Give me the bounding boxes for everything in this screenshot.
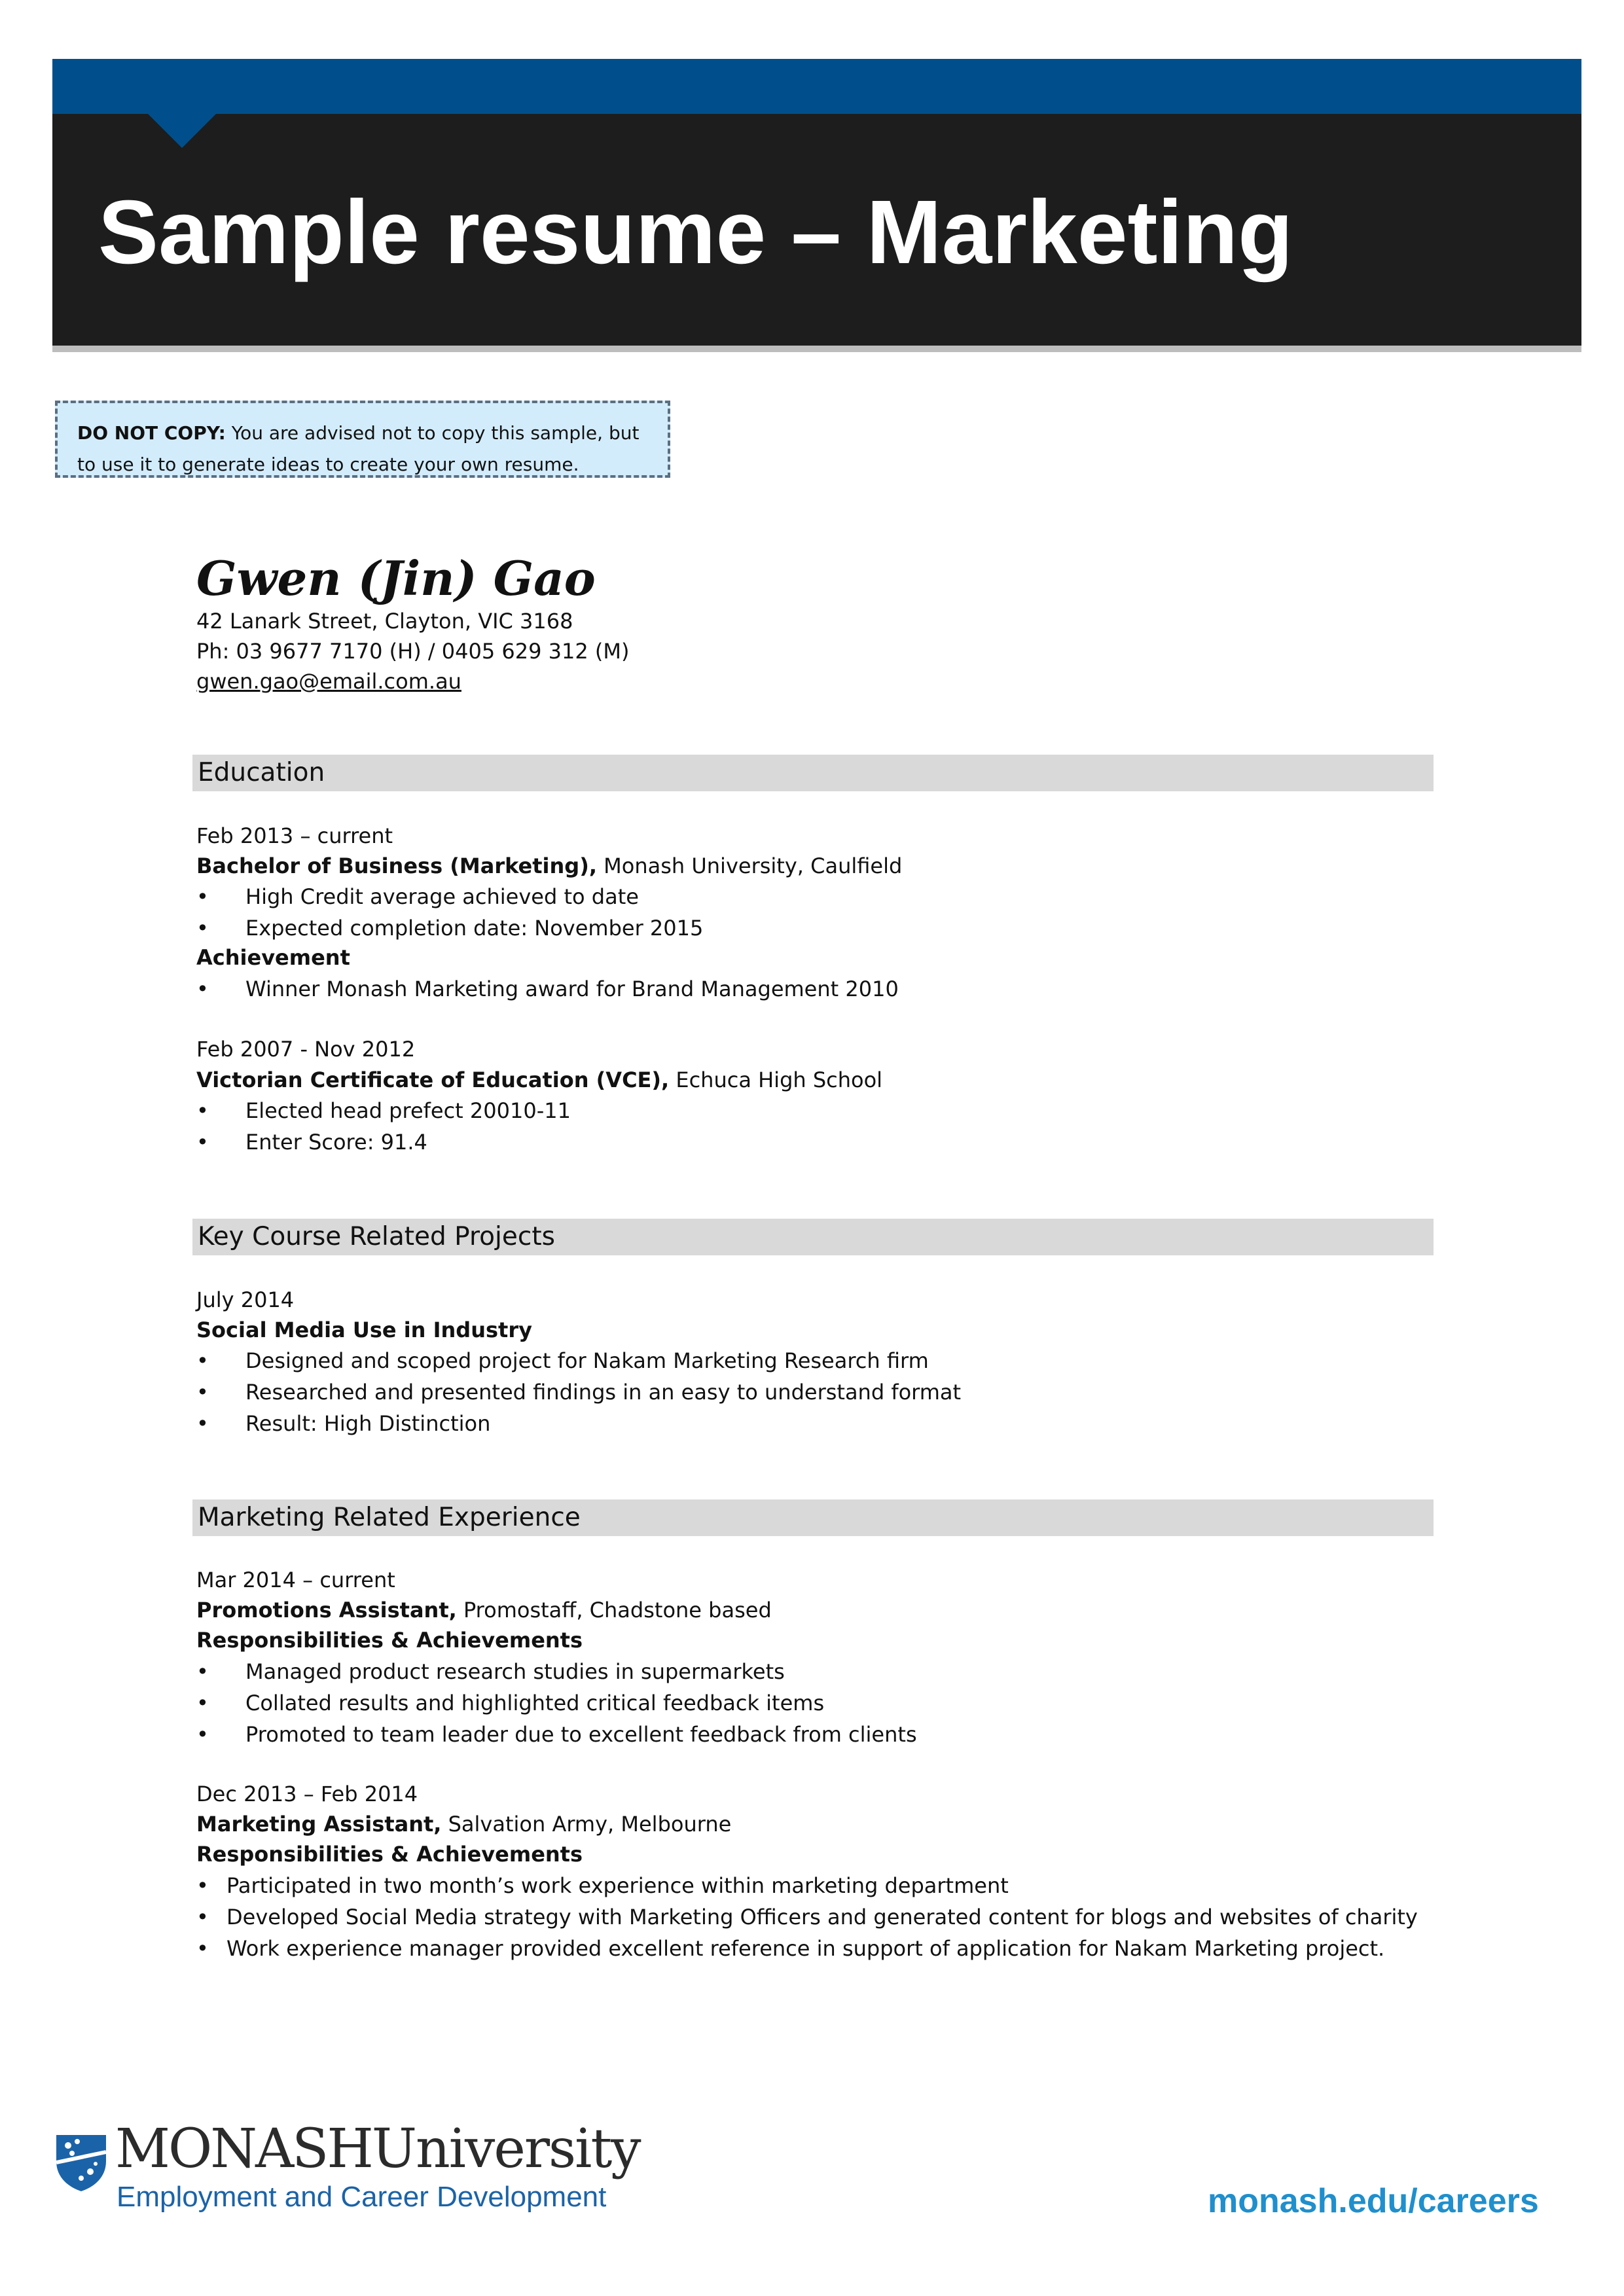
phone-line: Ph: 03 9677 7170 (H) / 0405 629 312 (M) (196, 639, 630, 664)
bullet-icon: • (196, 977, 209, 1001)
experience-1-title (196, 1595, 772, 1625)
experience-2-org: Salvation Army, Melbourne (441, 1812, 732, 1837)
experience-1-date: Mar 2014 – current (196, 1568, 395, 1592)
careers-website-link[interactable]: monash.edu/careers (1208, 2182, 1539, 2220)
education-1-date: Feb 2013 – current (196, 823, 393, 848)
notice-label: DO NOT COPY: (77, 422, 226, 444)
section-heading-education: Education (192, 755, 1434, 791)
banner-shadow (52, 346, 1581, 352)
banner-notch-icon (148, 114, 216, 148)
experience-1-org: Promostaff, Chadstone based (456, 1598, 772, 1623)
experience-2-subheading: Responsibilities & Achievements (196, 1842, 583, 1867)
bullet-icon: • (196, 1691, 209, 1715)
project-1-title: Social Media Use in Industry (196, 1318, 532, 1342)
experience-2-role: Marketing Assistant, (196, 1812, 442, 1837)
education-1-title (196, 851, 902, 881)
logo-subtitle: Employment and Career Development (117, 2181, 607, 2213)
bullet-icon: • (196, 1411, 209, 1436)
bullet-icon: • (196, 1659, 209, 1684)
bullet-icon: • (196, 1348, 209, 1373)
bullet-icon: • (196, 1380, 209, 1405)
notice-text: You are advised not to copy this sample, but to use it to generate ideas to create your own resume. (77, 422, 640, 475)
address-line: 42 Lanark Street, Clayton, VIC 3168 (196, 609, 573, 634)
email-link[interactable]: gwen.gao@email.com.au (196, 669, 461, 694)
do-not-copy-notice (55, 401, 670, 478)
education-1-subheading: Achievement (196, 945, 350, 970)
section-heading-projects: Key Course Related Projects (192, 1219, 1434, 1255)
bullet-icon: • (196, 1936, 209, 1961)
candidate-name: Gwen (Jin) Gao (196, 550, 596, 606)
header-blue-band (52, 59, 1581, 114)
education-2-qualification: Victorian Certificate of Education (VCE), (196, 1067, 670, 1092)
education-2-institution: Echuca High School (669, 1067, 883, 1092)
education-2-date: Feb 2007 - Nov 2012 (196, 1037, 416, 1062)
experience-2-date: Dec 2013 – Feb 2014 (196, 1782, 418, 1806)
bullet-icon: • (196, 884, 209, 909)
education-1-institution: Monash University, Caulfield (596, 853, 903, 878)
education-1-qualification: Bachelor of Business (Marketing), (196, 853, 597, 878)
project-1-date: July 2014 (196, 1287, 295, 1312)
bullet-icon: • (196, 1905, 209, 1929)
education-2-title (196, 1065, 882, 1095)
experience-1-subheading: Responsibilities & Achievements (196, 1628, 583, 1653)
email-line (196, 666, 461, 696)
bullet-icon: • (196, 1130, 209, 1155)
experience-2-title (196, 1809, 731, 1839)
bullet-icon: • (196, 1722, 209, 1747)
page-title: Sample resume – Marketing (98, 182, 1293, 283)
section-heading-experience: Marketing Related Experience (192, 1499, 1434, 1536)
bullet-icon: • (196, 916, 209, 941)
bullet-icon: • (196, 1873, 209, 1898)
monash-crest-icon (54, 2132, 109, 2193)
experience-1-role: Promotions Assistant, (196, 1598, 457, 1623)
monash-logo-wordmark: MONASHUniversity (115, 2118, 640, 2180)
bullet-icon: • (196, 1098, 209, 1123)
